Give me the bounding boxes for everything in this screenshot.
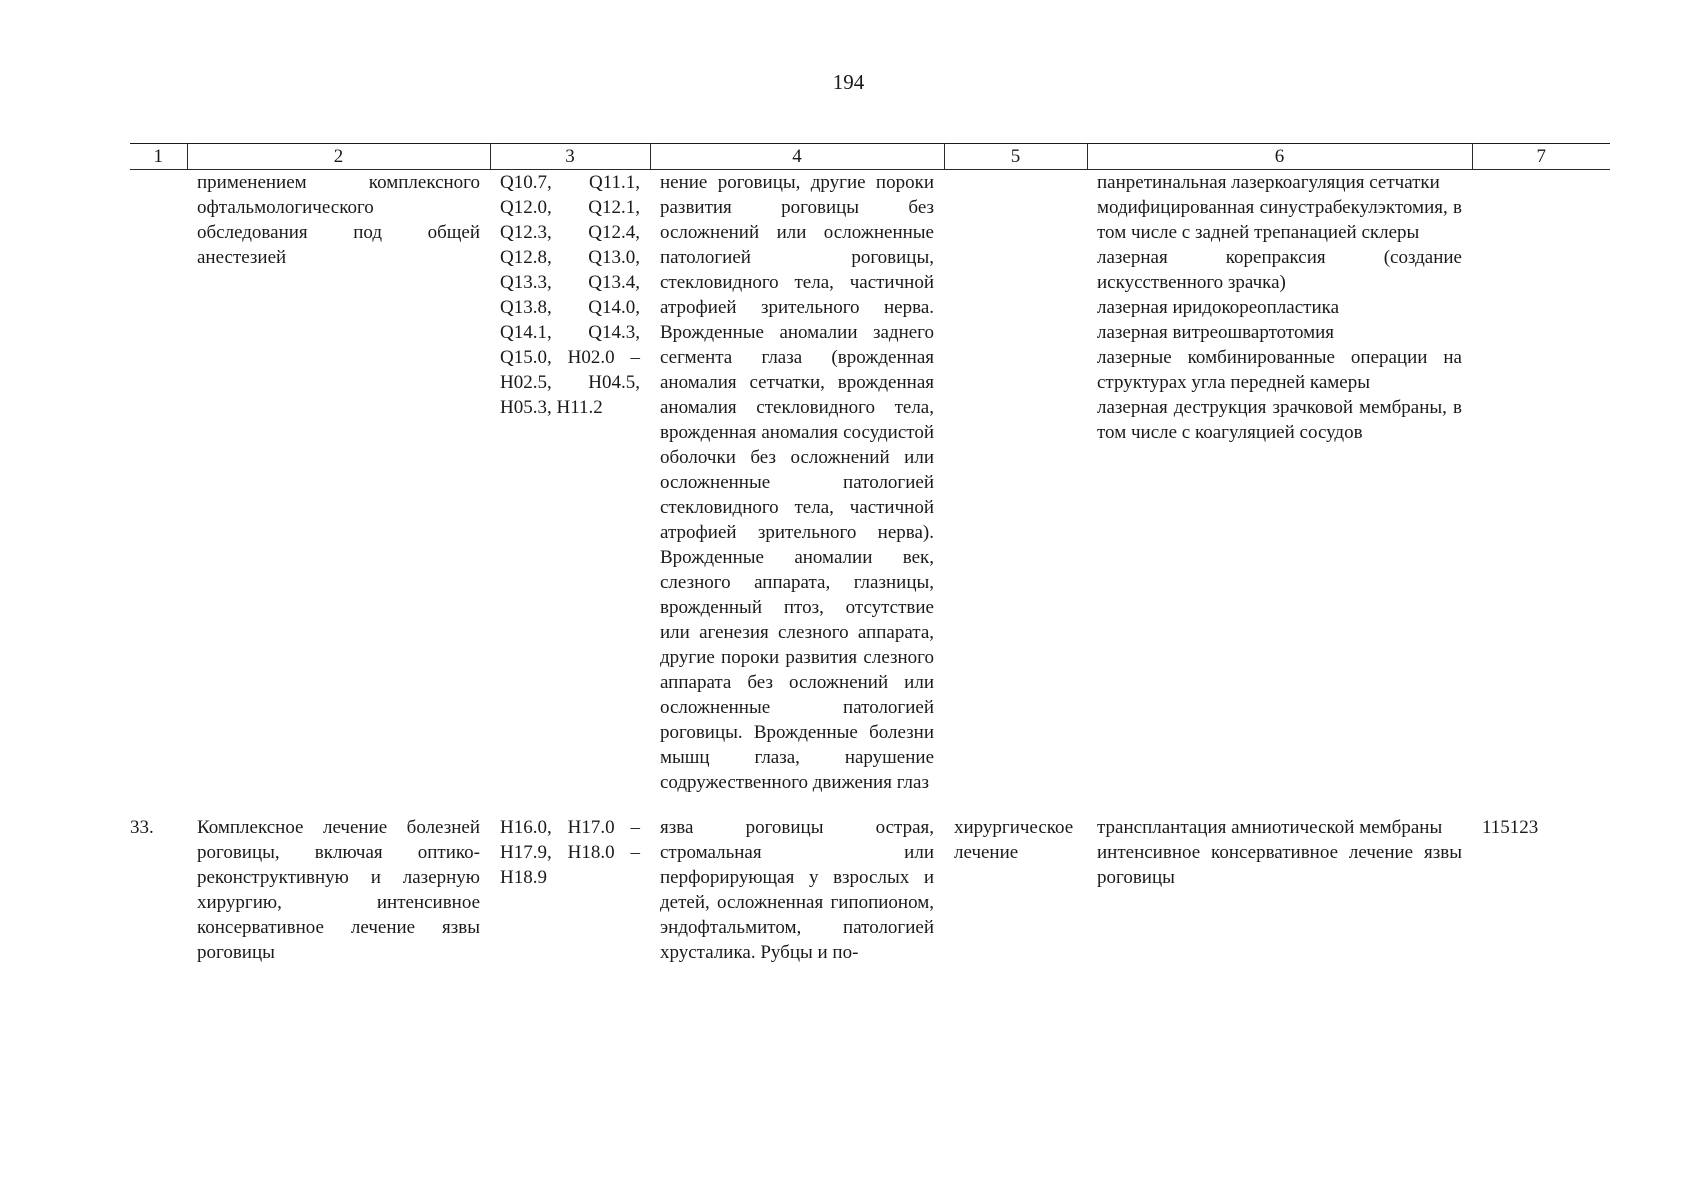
cost-value <box>1472 170 1610 796</box>
column-number: 4 <box>650 144 944 170</box>
method-item: интенсивное консервативное лечение язвы роговицы <box>1097 842 1462 888</box>
icd-codes: H16.0, H17.0 – H17.9, H18.0 – H18.9 <box>500 817 640 888</box>
table-row <box>130 815 1610 965</box>
column-number: 1 <box>130 144 187 170</box>
icd-codes: Q10.7, Q11.1, Q12.0, Q12.1, Q12.3, Q12.4, Q12.8, Q13.0, Q13.3, Q13.4, Q13.8, Q14.0, Q14.1, Q14.3, Q15.0, H02.0 – H02.5, H04.5, H05.3, H11.2 <box>500 172 640 418</box>
method-item: лазерная иридокореопластика <box>1097 297 1340 318</box>
column-number-row <box>130 144 1610 170</box>
patient-model: язва роговицы острая, стромальная или перфорирующая у взрослых и детей, осложненная гипопионом, эндофтальмитом, патологией хрусталика. Рубцы и по- <box>660 817 934 963</box>
method-item: модифицированная синустрабекулэктомия, в том числе с задней трепанацией склеры <box>1097 197 1462 243</box>
column-number: 6 <box>1087 144 1472 170</box>
row-number <box>130 170 187 796</box>
column-number: 5 <box>944 144 1087 170</box>
care-type-name: Комплексное лечение болезней роговицы, включая оптико-реконструктивную и лазерную хирургию, интенсивное консервативное лечение язвы роговицы <box>197 817 480 963</box>
care-type-name: применением комплексного офтальмологического обследования под общей анестезией <box>197 172 480 268</box>
medical-care-table <box>130 143 1610 965</box>
method-item: панретинальная лазеркоагуляция сетчатки <box>1097 172 1440 193</box>
method-item: лазерные комбинированные операции на структурах угла передней камеры <box>1097 347 1462 393</box>
treatment-type: хирургическое лечение <box>954 817 1074 863</box>
table-row <box>130 170 1610 796</box>
row-spacer <box>130 795 1610 815</box>
treatment-type <box>944 170 1087 796</box>
patient-model: нение роговицы, другие пороки развития роговицы без осложнений или осложненные патологией роговицы, стекловидного тела, частичной атрофией зрительного нерва. Врожденные аномалии заднего сегмента глаза (врожденная аномалия сетчатки, врожденная аномалия стекловидного тела, врожденная аномалия сосудистой оболочки без осложнений или осложненные патологией стекловидного тела, частичной атрофией зрительного нерва). Врожденные аномалии век, слезного аппарата, глазницы, врожденный птоз, отсутствие или агенезия слезного аппарата, другие пороки развития слезного аппарата без осложнений или осложненные патологией роговицы. Врожденные болезни мышц глаза, нарушение содружественного движения глаз <box>660 172 934 793</box>
treatment-methods <box>1087 170 1472 796</box>
cost-value: 115123 <box>1482 817 1539 838</box>
column-number: 2 <box>187 144 490 170</box>
column-number: 7 <box>1472 144 1610 170</box>
page-number: 194 <box>832 70 865 94</box>
method-item: лазерная витреошвартотомия <box>1097 322 1335 343</box>
row-number: 33. <box>130 817 154 838</box>
treatment-methods <box>1087 815 1472 965</box>
column-number: 3 <box>490 144 650 170</box>
method-item: трансплантация амниотической мембраны <box>1097 817 1443 838</box>
method-item: лазерная корепраксия (создание искусственного зрачка) <box>1097 247 1462 293</box>
method-item: лазерная деструкция зрачковой мембраны, в том числе с коагуляцией сосудов <box>1097 397 1462 443</box>
